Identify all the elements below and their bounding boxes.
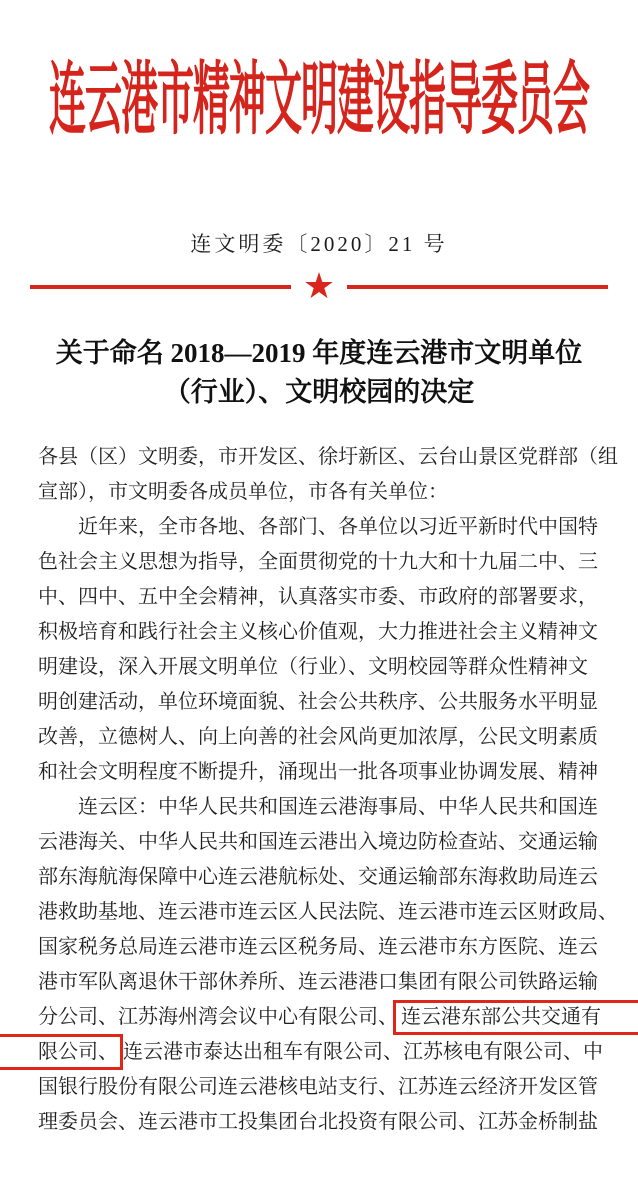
body-line: 各县（区）文明委，市开发区、徐圩新区、云台山景区党群部（组 bbox=[38, 446, 618, 468]
body-text-segment: 分公司、江苏海州湾会议中心有限公司、 bbox=[38, 1006, 398, 1028]
document-title bbox=[0, 334, 638, 412]
body-line: 积极培育和践行社会主义核心价值观，大力推进社会主义精神文 bbox=[38, 621, 598, 643]
body-line: 明建设，深入开展文明单位（行业）、文明校园等群众性精神文 bbox=[38, 656, 588, 678]
document-title-line-1: 关于命名 2018—2019 年度连云港市文明单位 bbox=[55, 338, 583, 368]
body-line: 云港海关、中华人民共和国连云港出入境边防检查站、交通运输 bbox=[38, 831, 598, 853]
body-text-segment: 连云港市泰达出租车有限公司、江苏核电有限公司、中 bbox=[123, 1041, 603, 1063]
body-line: 港市军队离退休干部休养所、连云港港口集团有限公司铁路运输 bbox=[38, 971, 598, 993]
body-line: 港救助基地、连云港市连云区人民法院、连云港市连云区财政局、 bbox=[38, 901, 618, 923]
body-text bbox=[38, 440, 618, 1140]
body-line: 国银行股份有限公司连云港核电站支行、江苏连云经济开发区管 bbox=[38, 1076, 598, 1098]
body-line: 和社会文明程度不断提升，涌现出一批各项事业协调发展、精神 bbox=[38, 761, 598, 783]
body-line: 国家税务总局连云港市连云区税务局、连云港市东方医院、连云 bbox=[38, 936, 598, 958]
body-line bbox=[38, 1035, 606, 1070]
body-line: 连云区：中华人民共和国连云港海事局、中华人民共和国连 bbox=[78, 796, 598, 818]
body-line: 理委员会、连云港市工投集团台北投资有限公司、江苏金桥制盐 bbox=[38, 1111, 598, 1133]
body-line: 中、四中、五中全会精神，认真落实市委、市政府的部署要求， bbox=[38, 586, 598, 608]
body-line: 明创建活动，单位环境面貌、社会公共秩序、公共服务水平明显 bbox=[38, 691, 598, 713]
body-line: 改善，立德树人、向上向善的社会风尚更加浓厚，公民文明素质 bbox=[38, 726, 598, 748]
body-line: 部东海航海保障中心连云港航标处、交通运输部东海救助局连云 bbox=[38, 866, 598, 888]
star-divider bbox=[0, 266, 638, 307]
document-number: 连文明委〔2020〕21 号 bbox=[190, 232, 448, 256]
star-icon: ★ bbox=[302, 266, 336, 307]
highlighted-text: 限公司、 bbox=[0, 1034, 123, 1070]
letterhead-title: 连云港市精神文明建设指导委员会 bbox=[49, 57, 589, 146]
divider-line-left bbox=[30, 285, 291, 289]
highlighted-text: 连云港东部公共交通有 bbox=[393, 1000, 638, 1035]
document-title-line-2: （行业）、文明校园的决定 bbox=[163, 377, 475, 407]
divider-line-right bbox=[347, 285, 608, 289]
body-line bbox=[38, 1000, 606, 1035]
body-line: 宣部），市文明委各成员单位，市各有关单位： bbox=[38, 481, 448, 503]
body-line: 色社会主义思想为指导，全面贯彻党的十九大和十九届二中、三 bbox=[38, 551, 598, 573]
body-line: 近年来，全市各地、各部门、各单位以习近平新时代中国特 bbox=[78, 516, 598, 538]
